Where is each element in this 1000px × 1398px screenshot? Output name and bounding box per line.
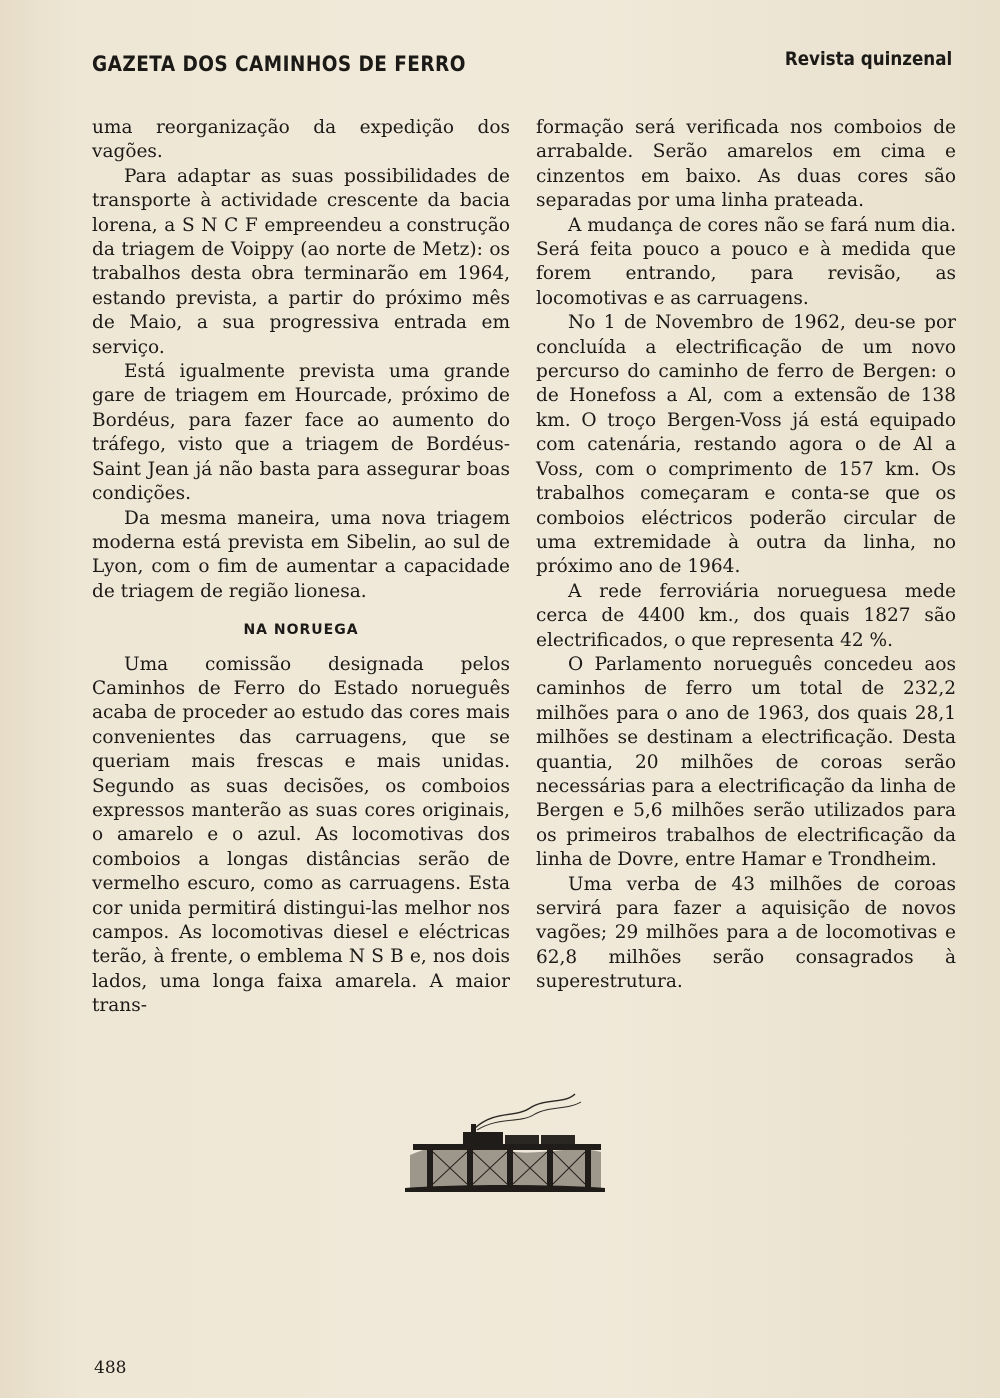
paragraph: uma reorganização da expedição dos vagões.	[92, 117, 510, 163]
train-on-viaduct-illustration	[405, 1080, 605, 1200]
paragraph: A rede ferroviária norueguesa mede cerca de 4400 km., dos quais 1827 são electrificados, o que representa 42 %.	[536, 580, 956, 651]
section-heading: NA NORUEGA	[243, 622, 359, 639]
paragraph: Para adaptar as suas possibilidades de transporte à actividade crescente da bacia lorena, a S N C F empreendeu a construção da triagem de Voippy (ao norte de Metz): os trabalhos desta obra terminarão em 1964, estando prevista, a partir do próximo mês de Maio, a sua progressiva entrada em serviço.	[92, 165, 510, 358]
paragraph: Está igualmente prevista uma grande gare de triagem em Hourcade, próximo de Bordéus, para fazer face ao aumento do tráfego, visto que a triagem de Bordéus-Saint Jean já não basta para assegurar boas condições.	[92, 361, 510, 505]
paragraph: Uma comissão designada pelos Caminhos de Ferro do Estado norueguês acaba de proceder ao estudo das cores mais convenientes das carruagens, que se queriam mais frescas e mais unidas. Segundo as suas decisões, os comboios expressos manterão as suas cores originais, o amarelo e o azul. As locomotivas dos comboios a longas distâncias serão de vermelho escuro, como as carruagens. Esta cor unida permitirá distingui-las melhor nos campos. As locomotivas diesel e eléctricas terão, à frente, o emblema N S B e, nos dois lados, uma longa faixa amarela. A maior trans-	[92, 653, 510, 1017]
page-number: 488	[94, 1358, 127, 1378]
page-header	[92, 48, 952, 80]
journal-title: GAZETA DOS CAMINHOS DE FERRO	[92, 52, 466, 76]
paragraph: O Parlamento norueguês concedeu aos caminhos de ferro um total de 232,2 milhões para o ano de 1963, dos quais 28,1 milhões se destinam a electrificação. Desta quantia, 20 milhões de coroas serão necessárias para a electrificação da linha de Bergen e 5,6 milhões serão utilizados para os primeiros trabalhos de electrificação da linha de Dovre, entre Hamar e Trondheim.	[536, 653, 956, 871]
journal-subtitle: Revista quinzenal	[784, 48, 952, 70]
paragraph: formação será verificada nos comboios de arrabalde. Serão amarelos em cima e cinzentos em baixo. As duas cores são separadas por uma linha prateada.	[536, 117, 956, 212]
paragraph: Uma verba de 43 milhões de coroas servirá para fazer a aquisição de novos vagões; 29 milhões para a de locomotivas e 62,8 milhões serão consagrados à superestrutura.	[536, 873, 956, 993]
paragraph: Da mesma maneira, uma nova triagem moderna está prevista em Sibelin, ao sul de Lyon, com o fim de aumentar a capacidade de triagem de região lionesa.	[92, 507, 510, 602]
left-column	[92, 116, 510, 1019]
paragraph: A mudança de cores não se fará num dia. Será feita pouco a pouco e à medida que forem entrando, para revisão, as locomotivas e as carruagens.	[536, 214, 956, 309]
right-column	[536, 116, 956, 995]
paragraph: No 1 de Novembro de 1962, deu-se por concluída a electrificação de um novo percurso do caminho de ferro de Bergen: o de Honefoss a Al, com a extensão de 138 km. O troço Bergen-Voss já está equipado com catenária, restando agora o de Al a Voss, com o comprimento de 157 km. Os trabalhos começaram e conta-se que os comboios eléctricos poderão circular de uma extremidade à outra da linha, no próximo ano de 1964.	[536, 312, 956, 578]
